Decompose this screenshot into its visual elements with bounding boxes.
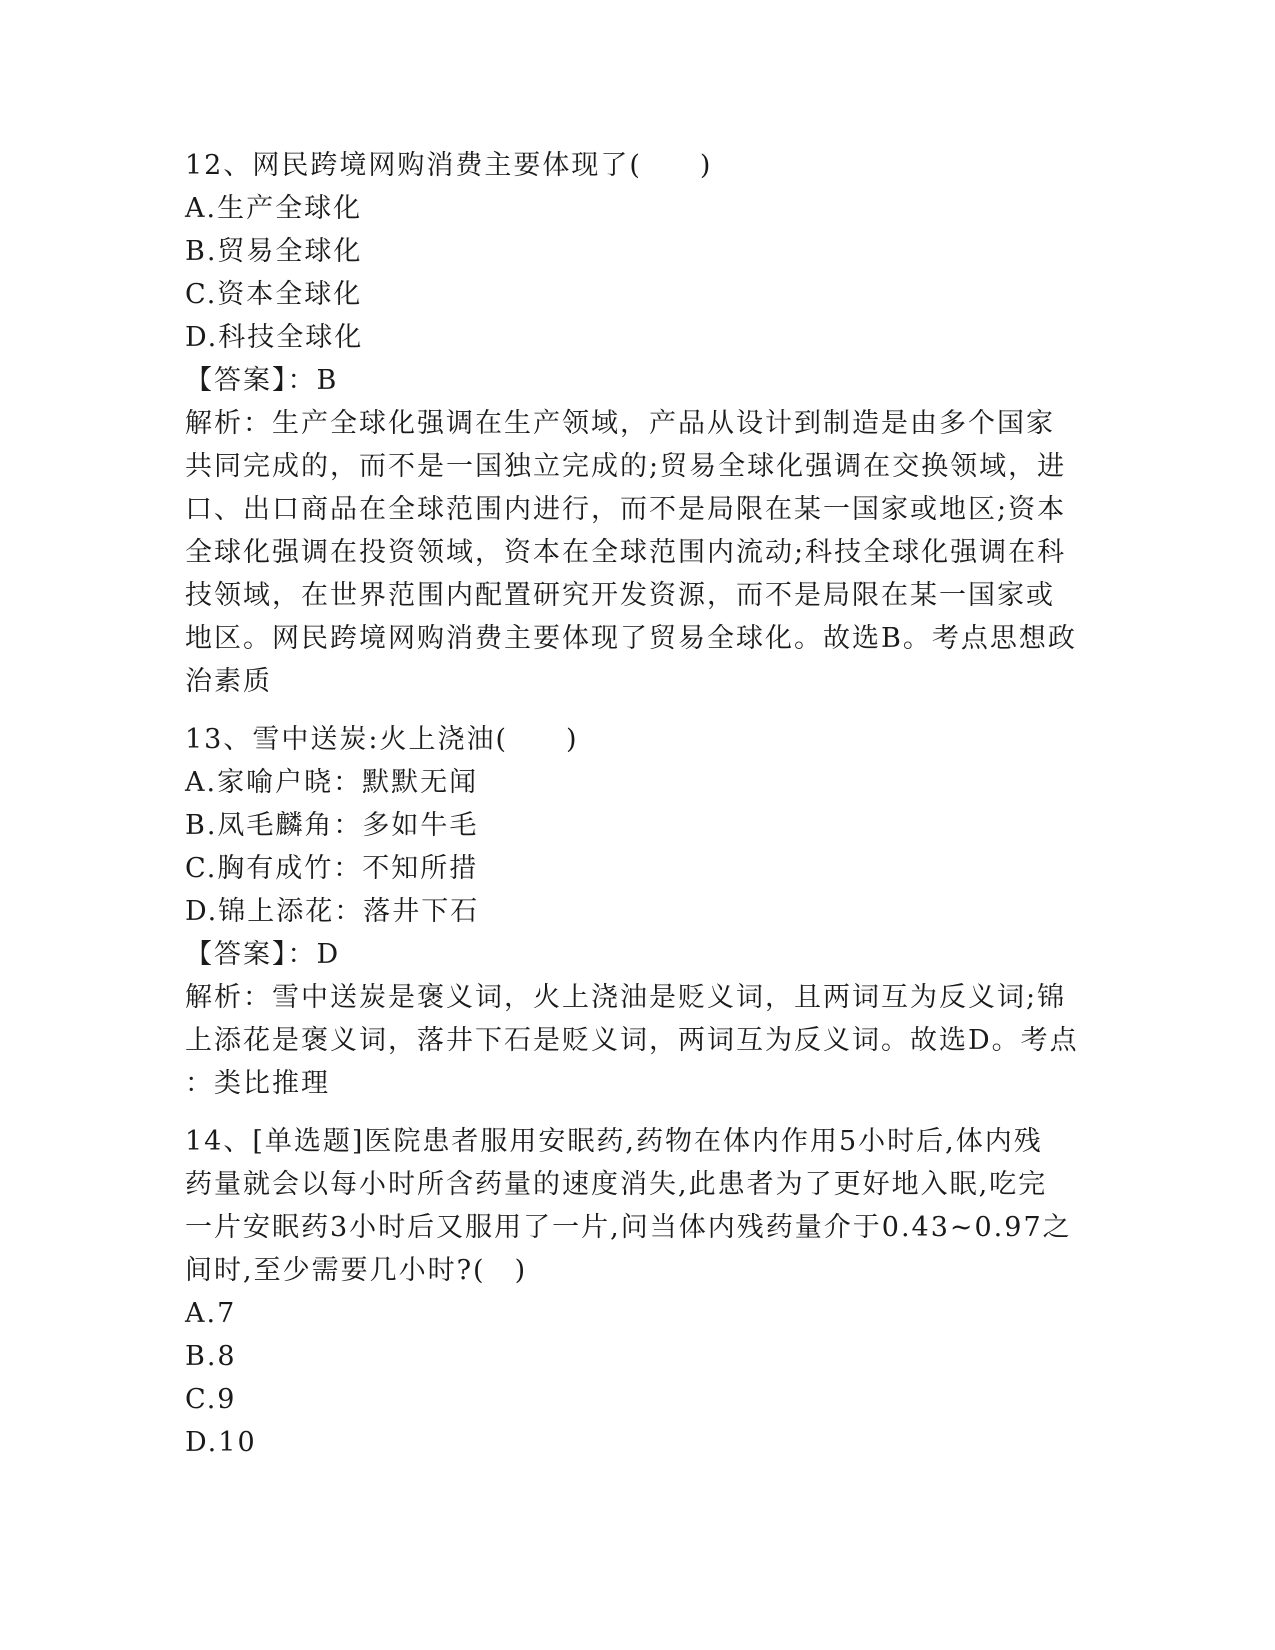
option-c: C.9 <box>185 1384 237 1415</box>
option-c: C.资本全球化 <box>185 279 363 310</box>
analysis-line: 技领域，在世界范围内配置研究开发资源，而不是局限在某一国家或 <box>185 580 1055 611</box>
option-b: B.8 <box>185 1341 237 1372</box>
answer-label: 【答案】：D <box>185 939 341 970</box>
answer-label: 【答案】：B <box>185 365 339 396</box>
question-13 <box>185 718 1085 1105</box>
analysis-line: 解析：雪中送炭是褒义词，火上浇油是贬义词，且两词互为反义词;锦 <box>185 982 1067 1013</box>
option-a: A.家喻户晓：默默无闻 <box>185 767 479 798</box>
question-stem: 药量就会以每小时所含药量的速度消失,此患者为了更好地入眠,吃完 <box>185 1169 1048 1200</box>
question-stem: 一片安眠药3小时后又服用了一片,问当体内残药量介于0.43~0.97之 <box>185 1212 1072 1243</box>
question-stem: 12、网民跨境网购消费主要体现了( ) <box>185 150 713 181</box>
question-12 <box>185 144 1085 703</box>
option-b: B.凤毛麟角：多如牛毛 <box>185 810 479 841</box>
option-a: A.7 <box>185 1298 237 1329</box>
analysis-line: 治素质 <box>185 666 272 697</box>
question-stem: 间时,至少需要几小时?( ) <box>185 1255 528 1286</box>
document-content <box>185 144 1085 1479</box>
analysis-line: 地区。网民跨境网购消费主要体现了贸易全球化。故选B。考点思想政 <box>185 623 1077 654</box>
option-a: A.生产全球化 <box>185 193 363 224</box>
question-14 <box>185 1120 1085 1464</box>
analysis-line: 解析：生产全球化强调在生产领域，产品从设计到制造是由多个国家 <box>185 408 1055 439</box>
option-d: D.科技全球化 <box>185 322 364 353</box>
analysis-line: 上添花是褒义词，落井下石是贬义词，两词互为反义词。故选D。考点 <box>185 1025 1079 1056</box>
analysis-line: 共同完成的，而不是一国独立完成的;贸易全球化强调在交换领域，进 <box>185 451 1067 482</box>
option-b: B.贸易全球化 <box>185 236 363 267</box>
analysis-line: 口、出口商品在全球范围内进行，而不是局限在某一国家或地区;资本 <box>185 494 1067 525</box>
question-stem: 13、雪中送炭:火上浇油( ) <box>185 724 579 755</box>
option-d: D.10 <box>185 1427 257 1458</box>
question-stem: 14、[单选题]医院患者服用安眠药,药物在体内作用5小时后,体内残 <box>185 1126 1043 1157</box>
option-d: D.锦上添花：落井下石 <box>185 896 480 927</box>
analysis-line: 全球化强调在投资领域，资本在全球范围内流动;科技全球化强调在科 <box>185 537 1067 568</box>
option-c: C.胸有成竹：不知所措 <box>185 853 479 884</box>
analysis-line: ：类比推理 <box>185 1068 330 1099</box>
